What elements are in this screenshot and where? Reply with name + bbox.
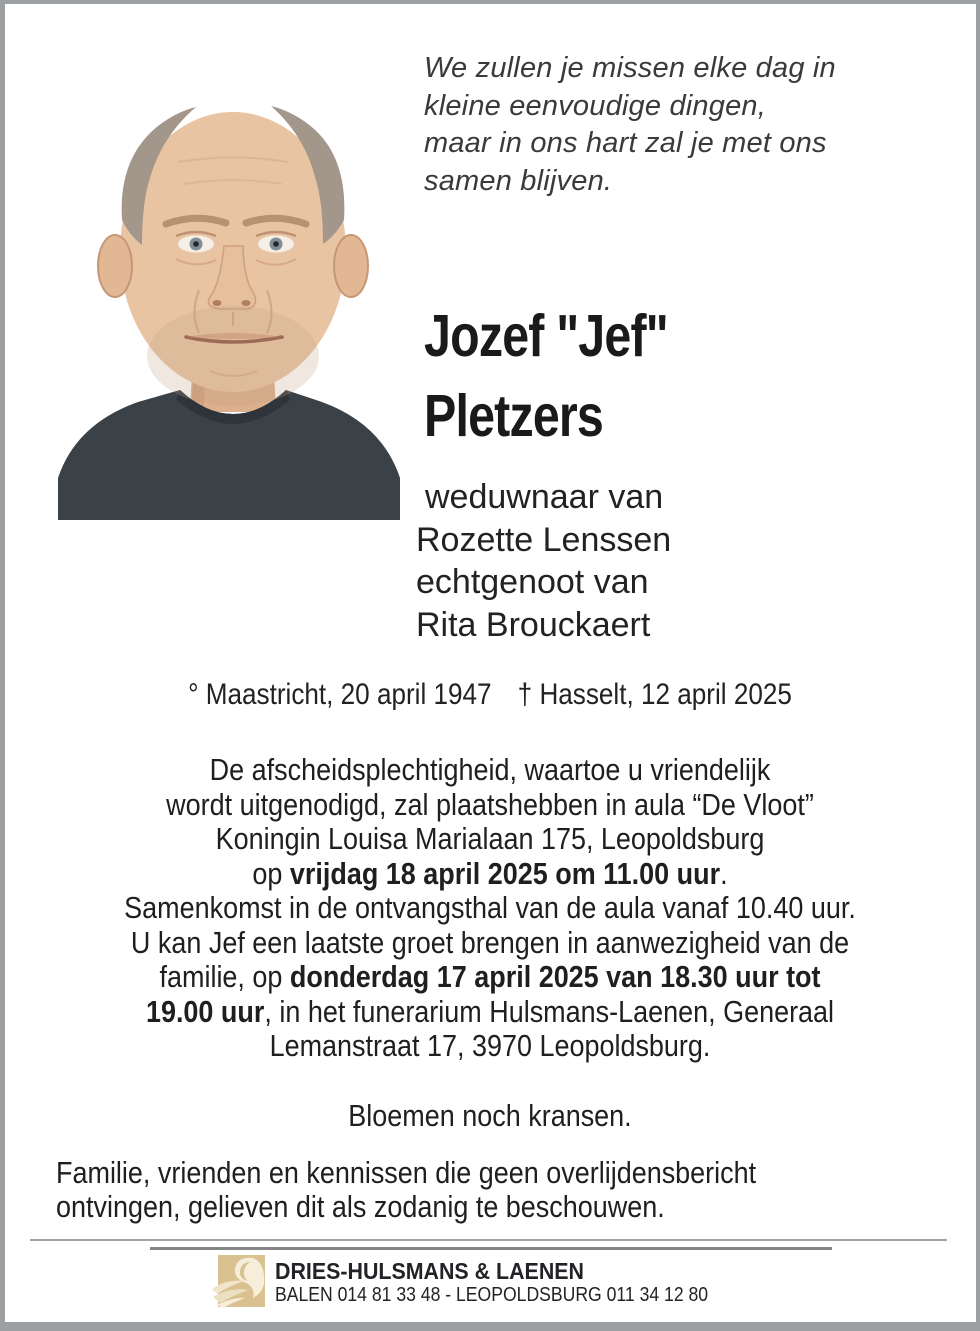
- service-line: wordt uitgenodigd, zal plaatshebben in aula “De Vloot”: [166, 786, 814, 822]
- family-note: [56, 1156, 936, 1224]
- deceased-name-line1: Jozef "Jef": [424, 303, 668, 369]
- service-details: [0, 753, 980, 1064]
- family-note-line: ontvingen, gelieven dit als zodanig te beschouwen.: [56, 1189, 665, 1224]
- portrait-illustration: [58, 40, 400, 520]
- swan-icon: [211, 1253, 267, 1311]
- service-line: De afscheidsplechtigheid, waartoe u vriendelijk: [209, 752, 771, 787]
- frame-top: [0, 0, 980, 4]
- deceased-name-line2: Pletzers: [424, 383, 604, 449]
- frame-bottom: [0, 1322, 980, 1331]
- death-info: † Hasselt, 12 april 2025: [517, 678, 792, 711]
- flowers-note: Bloemen noch kransen.: [348, 1098, 632, 1133]
- service-line: 19.00 uur, in het funerarium Hulsmans-Laenen, Generaal: [145, 993, 835, 1029]
- family-note-line: Familie, vrienden en kennissen die geen overlijdensbericht: [56, 1155, 757, 1190]
- relation-name: Rozette Lenssen: [416, 520, 672, 559]
- birth-death-line: [0, 678, 980, 712]
- divider-short: [150, 1247, 832, 1250]
- service-line: U kan Jef een laatste groet brengen in aanwezigheid van de: [130, 924, 850, 960]
- service-line: Lemanstraat 17, 3970 Leopoldsburg.: [269, 1028, 711, 1063]
- portrait-photo: [58, 40, 400, 520]
- funeral-home-name: DRIES-HULSMANS & LAENEN: [275, 1258, 584, 1284]
- birth-info: ° Maastricht, 20 april 1947: [188, 678, 492, 711]
- poem-line: maar in ons hart zal je met ons: [424, 127, 827, 159]
- relation-title: weduwnaar van: [425, 478, 664, 516]
- service-date-bold: vrijdag 18 april 2025 om 11.00 uur: [289, 855, 721, 891]
- relations: [416, 476, 876, 646]
- service-line: familie, op donderdag 17 april 2025 van 18.30 uur tot: [159, 959, 821, 994]
- service-line: Samenkomst in de ontvangsthal van de aula vanaf 10.40 uur.: [124, 890, 856, 925]
- deceased-name: [424, 296, 883, 456]
- relation-title: echtgenoot van: [416, 563, 649, 601]
- divider-long: [30, 1239, 947, 1241]
- funeral-home-logo: [211, 1253, 267, 1311]
- service-line: Koningin Louisa Marialaan 175, Leopoldsburg: [215, 821, 765, 856]
- poem-line: We zullen je missen elke dag in: [424, 52, 836, 84]
- funeral-home-contact: BALEN 014 81 33 48 - LEOPOLDSBURG 011 34 12 80: [275, 1284, 709, 1306]
- poem-line: samen blijven.: [424, 164, 613, 197]
- relation-name: Rita Brouckaert: [416, 605, 651, 644]
- service-line: op vrijdag 18 april 2025 om 11.00 uur.: [252, 855, 728, 891]
- poem-line: kleine eenvoudige dingen,: [424, 89, 766, 122]
- poem: [424, 50, 954, 200]
- visitation-date-bold: donderdag 17 april 2025 van 18.30 uur tot: [289, 959, 821, 994]
- visitation-time-bold: 19.00 uur: [145, 993, 265, 1029]
